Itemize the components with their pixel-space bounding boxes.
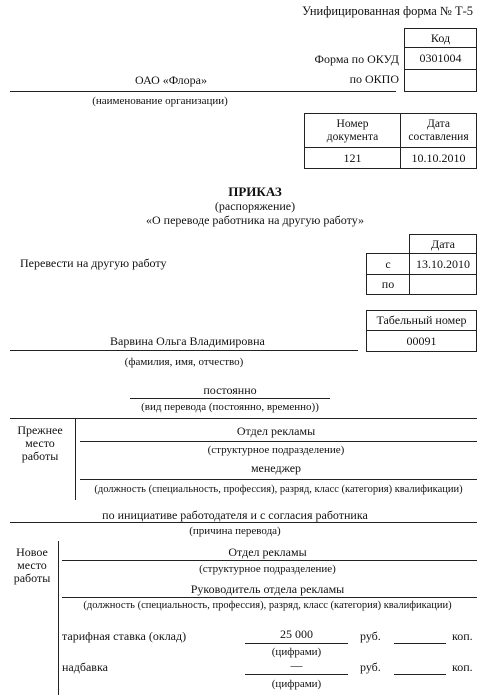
okud-label: Форма по ОКУД [314, 52, 399, 66]
employee-name: Варвина Ольга Владимировна [110, 334, 265, 348]
rate-rub-label: руб. [360, 629, 381, 643]
previous-department-caption: (структурное подразделение) [207, 444, 345, 456]
previous-department-line [80, 441, 477, 442]
organization-name: ОАО «Флора» [135, 73, 207, 87]
transfer-type-caption: (вид перевода (постоянно, временно)) [141, 401, 319, 413]
new-department-caption: (структурное подразделение) [199, 563, 336, 575]
reason-caption: (причина перевода) [189, 525, 281, 537]
rate-caption: (цифрами) [271, 646, 322, 658]
doc-date-header: Дата составления [400, 113, 477, 148]
new-department: Отдел рекламы [228, 545, 307, 559]
bonus-label: надбавка [62, 660, 108, 674]
doc-date-value: 10.10.2010 [400, 147, 477, 169]
new-department-line [62, 560, 477, 561]
bonus-line [245, 674, 348, 675]
rate-line [245, 643, 348, 644]
new-position-caption: (должность (специальность, профессия), разряд, класс (категория) квалификации) [83, 600, 452, 611]
employee-name-caption: (фамилия, имя, отчество) [124, 356, 244, 368]
tab-number-header: Табельный номер [366, 310, 477, 331]
organization-line [10, 91, 396, 92]
tab-number-value: 00091 [366, 330, 477, 352]
transfer-date-header: Дата [409, 234, 477, 254]
new-label-1: Новое [16, 545, 48, 559]
organization-caption: (наименование организации) [92, 95, 228, 107]
doc-number-header: Номер документа [304, 113, 401, 148]
document-subtitle: (распоряжение) [214, 199, 296, 213]
transfer-label: Перевести на другую работу [20, 256, 167, 270]
transfer-to-value [409, 274, 477, 295]
previous-position: менеджер [250, 461, 302, 475]
previous-label-3: работы [21, 449, 59, 463]
previous-label-2: место [25, 436, 55, 450]
previous-label-1: Прежнее [17, 423, 63, 437]
transfer-from-value: 13.10.2010 [409, 253, 477, 275]
previous-department: Отдел рекламы [236, 424, 316, 438]
reason-value: по инициативе работодателя и с согласия работника [102, 508, 368, 522]
new-label-2: место [17, 558, 47, 572]
previous-position-caption: (должность (специальность, профессия), разряд, класс (категория) квалификации) [94, 484, 463, 495]
okud-value-cell: 0301004 [404, 47, 477, 70]
transfer-from-label: с [366, 253, 410, 275]
code-header-cell: Код [404, 28, 477, 48]
new-position: Руководитель отдела рекламы [190, 582, 345, 596]
okpo-label: по ОКПО [349, 72, 399, 86]
reason-line [10, 522, 477, 523]
previous-position-line [80, 479, 477, 480]
okpo-value-cell [404, 69, 477, 92]
doc-number-value: 121 [304, 147, 401, 169]
form-title: Унифицированная форма № Т-5 [302, 4, 473, 18]
transfer-type-value: постоянно [203, 383, 257, 397]
section-divider-previous [10, 418, 477, 419]
bonus-rub-label: руб. [360, 660, 381, 674]
bonus-value: — [290, 658, 303, 672]
new-position-line [62, 597, 477, 598]
rate-kop-label: коп. [452, 629, 473, 643]
new-label-3: работы [13, 571, 51, 585]
bonus-caption: (цифрами) [271, 678, 322, 690]
bonus-kop-line [394, 674, 446, 675]
employee-name-line [10, 350, 358, 351]
rate-kop-line [394, 643, 446, 644]
document-title: ПРИКАЗ [228, 184, 282, 199]
bonus-kop-label: коп. [452, 660, 473, 674]
rate-value: 25 000 [280, 627, 313, 641]
transfer-type-line [130, 398, 330, 399]
rate-label: тарифная ставка (оклад) [62, 629, 187, 643]
document-subject: «О переводе работника на другую работу» [146, 213, 364, 227]
transfer-to-label: по [366, 274, 410, 295]
